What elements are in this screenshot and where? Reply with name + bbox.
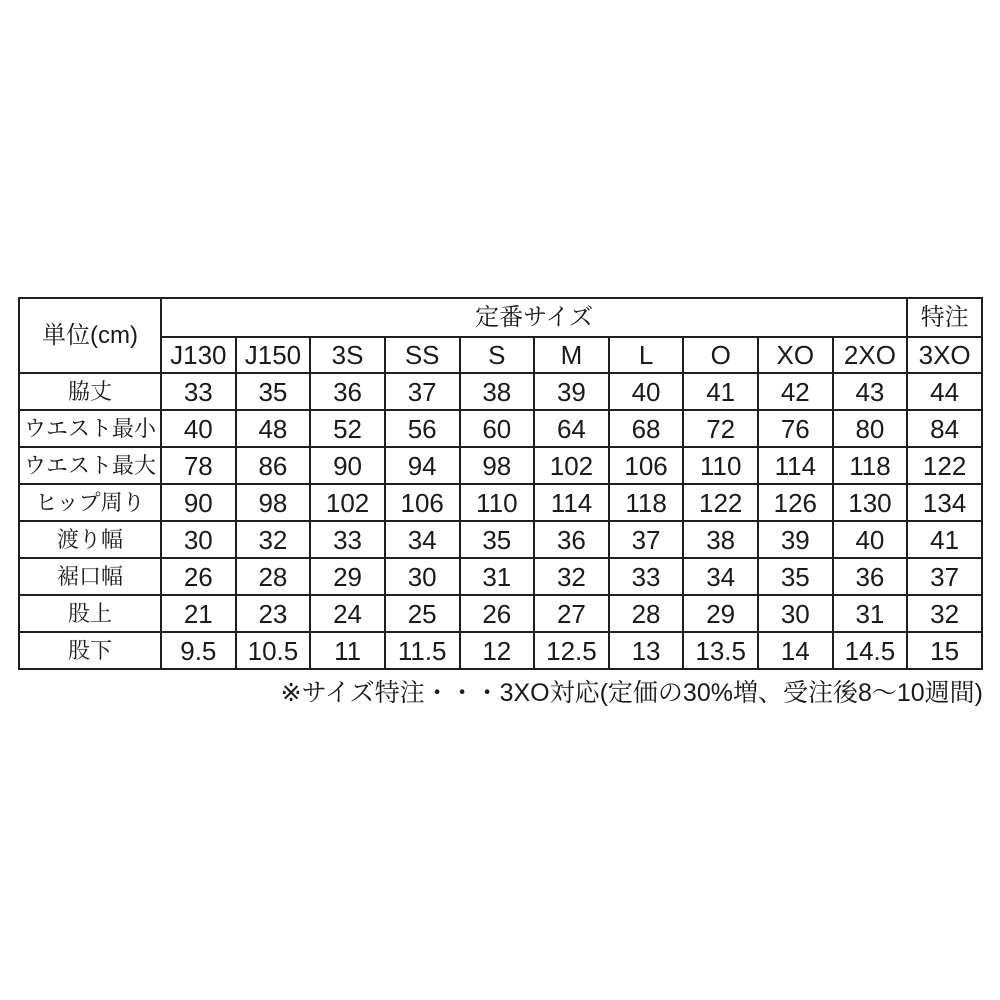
row-label: 股上 (19, 595, 161, 632)
value-cell: 98 (460, 447, 535, 484)
size-labels-row (19, 337, 982, 373)
value-cell: 80 (833, 410, 908, 447)
value-cell: 37 (907, 558, 982, 595)
value-cell: 118 (609, 484, 684, 521)
value-cell: 72 (683, 410, 758, 447)
value-cell: 36 (833, 558, 908, 595)
value-cell: 30 (758, 595, 833, 632)
value-cell: 14.5 (833, 632, 908, 669)
value-cell: 48 (236, 410, 311, 447)
table-row (19, 484, 982, 521)
value-cell: 36 (534, 521, 609, 558)
value-cell: 39 (758, 521, 833, 558)
table-row (19, 410, 982, 447)
value-cell: 56 (385, 410, 460, 447)
value-cell: 134 (907, 484, 982, 521)
value-cell: 10.5 (236, 632, 311, 669)
value-cell: 106 (609, 447, 684, 484)
row-label: ヒップ周り (19, 484, 161, 521)
table-row (19, 558, 982, 595)
value-cell: 11 (310, 632, 385, 669)
value-cell: 15 (907, 632, 982, 669)
value-cell: 31 (833, 595, 908, 632)
value-cell: 40 (161, 410, 236, 447)
value-cell: 14 (758, 632, 833, 669)
value-cell: 76 (758, 410, 833, 447)
row-label: 渡り幅 (19, 521, 161, 558)
value-cell: 33 (609, 558, 684, 595)
row-label: 脇丈 (19, 373, 161, 410)
value-cell: 126 (758, 484, 833, 521)
value-cell: 114 (534, 484, 609, 521)
value-cell: 94 (385, 447, 460, 484)
value-cell: 122 (907, 447, 982, 484)
value-cell: 43 (833, 373, 908, 410)
value-cell: 33 (310, 521, 385, 558)
value-cell: 34 (683, 558, 758, 595)
value-cell: 35 (460, 521, 535, 558)
value-cell: 40 (833, 521, 908, 558)
value-cell: 12.5 (534, 632, 609, 669)
value-cell: 28 (236, 558, 311, 595)
value-cell: 26 (460, 595, 535, 632)
value-cell: 44 (907, 373, 982, 410)
size-header-J130: J130 (161, 337, 236, 373)
table-row (19, 373, 982, 410)
value-cell: 122 (683, 484, 758, 521)
value-cell: 27 (534, 595, 609, 632)
value-cell: 30 (385, 558, 460, 595)
row-label: ウエスト最小 (19, 410, 161, 447)
size-header-J150: J150 (236, 337, 311, 373)
value-cell: 64 (534, 410, 609, 447)
value-cell: 102 (534, 447, 609, 484)
table-row (19, 521, 982, 558)
value-cell: 34 (385, 521, 460, 558)
value-cell: 30 (161, 521, 236, 558)
value-cell: 114 (758, 447, 833, 484)
value-cell: 37 (385, 373, 460, 410)
size-header-L: L (609, 337, 684, 373)
value-cell: 21 (161, 595, 236, 632)
special-order-footnote: ※サイズ特注・・・3XO対応(定価の30%増、受注後8～10週間) (280, 679, 983, 707)
standard-sizes-header-cell: 定番サイズ (161, 298, 907, 337)
value-cell: 32 (534, 558, 609, 595)
value-cell: 60 (460, 410, 535, 447)
value-cell: 102 (310, 484, 385, 521)
value-cell: 41 (683, 373, 758, 410)
value-cell: 12 (460, 632, 535, 669)
value-cell: 29 (683, 595, 758, 632)
value-cell: 42 (758, 373, 833, 410)
size-header-3S: 3S (310, 337, 385, 373)
value-cell: 13 (609, 632, 684, 669)
size-header-3XO: 3XO (907, 337, 982, 373)
value-cell: 26 (161, 558, 236, 595)
value-cell: 78 (161, 447, 236, 484)
value-cell: 31 (460, 558, 535, 595)
value-cell: 90 (161, 484, 236, 521)
value-cell: 37 (609, 521, 684, 558)
row-label: ウエスト最大 (19, 447, 161, 484)
size-header-O: O (683, 337, 758, 373)
row-label: 股下 (19, 632, 161, 669)
measurement-rows (19, 373, 982, 669)
value-cell: 11.5 (385, 632, 460, 669)
header-group-row (19, 298, 982, 337)
value-cell: 90 (310, 447, 385, 484)
size-header-S: S (460, 337, 535, 373)
value-cell: 110 (683, 447, 758, 484)
value-cell: 29 (310, 558, 385, 595)
table-row (19, 595, 982, 632)
value-cell: 40 (609, 373, 684, 410)
value-cell: 35 (758, 558, 833, 595)
value-cell: 38 (683, 521, 758, 558)
value-cell: 23 (236, 595, 311, 632)
value-cell: 28 (609, 595, 684, 632)
value-cell: 86 (236, 447, 311, 484)
value-cell: 106 (385, 484, 460, 521)
value-cell: 110 (460, 484, 535, 521)
size-chart-table (18, 297, 983, 670)
value-cell: 52 (310, 410, 385, 447)
value-cell: 32 (236, 521, 311, 558)
value-cell: 35 (236, 373, 311, 410)
unit-header-cell: 単位(cm) (19, 298, 161, 373)
table-row (19, 447, 982, 484)
size-header-M: M (534, 337, 609, 373)
value-cell: 25 (385, 595, 460, 632)
value-cell: 41 (907, 521, 982, 558)
row-label: 裾口幅 (19, 558, 161, 595)
value-cell: 36 (310, 373, 385, 410)
value-cell: 118 (833, 447, 908, 484)
value-cell: 13.5 (683, 632, 758, 669)
size-header-SS: SS (385, 337, 460, 373)
value-cell: 98 (236, 484, 311, 521)
value-cell: 39 (534, 373, 609, 410)
value-cell: 84 (907, 410, 982, 447)
value-cell: 68 (609, 410, 684, 447)
value-cell: 24 (310, 595, 385, 632)
value-cell: 9.5 (161, 632, 236, 669)
value-cell: 32 (907, 595, 982, 632)
value-cell: 38 (460, 373, 535, 410)
size-header-XO: XO (758, 337, 833, 373)
value-cell: 130 (833, 484, 908, 521)
size-header-2XO: 2XO (833, 337, 908, 373)
special-order-header-cell: 特注 (907, 298, 982, 337)
value-cell: 33 (161, 373, 236, 410)
table-row (19, 632, 982, 669)
